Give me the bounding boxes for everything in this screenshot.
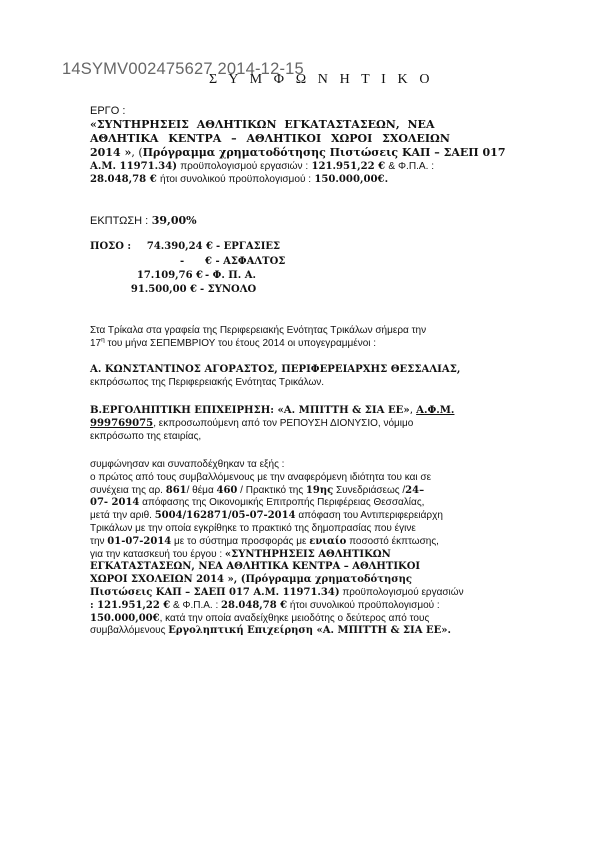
amount-value: - <box>180 256 185 267</box>
project-block <box>90 104 507 186</box>
amount-value: 17.109,76 € <box>136 270 203 281</box>
funding-program: Πρόγραμμα χρηματοδότησης Πιστώσεις ΚΑΠ – ΣΑΕΠ 017 <box>142 146 506 159</box>
amount-label-asphalt: € - ΑΣΦΑΛΤΟΣ <box>205 256 286 267</box>
afm-value: 999769075 <box>90 418 154 429</box>
fpa-value: 28.048,78 € <box>90 174 157 185</box>
amount-value: 91.500,00 € <box>130 284 197 295</box>
amount-value: 74.390,24 € <box>146 241 213 252</box>
total-value: 150.000,00€. <box>314 174 389 185</box>
discount-label: ΕΚΠΤΩΣΗ : <box>90 215 149 227</box>
project-title-line-5: 28.048,78 € ήτοι συνολικού προϋπολογισμού : 150.000,00€. <box>90 174 389 185</box>
project-label: ΕΡΓΟ : <box>90 105 126 117</box>
party-b: Β.ΕΡΓΟΛΗΠΤΙΚΗ ΕΠΙΧΕΙΡΗΣΗ: «Α. ΜΠΙΤΤΗ & ΣΙΑ ΕΕ», Α.Φ.Μ. 999769075, εκπροσωπούμενη από τον ΡΕΠΟΥΣΗ ΔΙΟΝΥΣΙΟ, νόμιμο εκπρόσωπο της εταιρίας, <box>90 405 455 442</box>
amount-label-works: - ΕΡΓΑΣΙΕΣ <box>216 241 281 252</box>
party-a-role: εκπρόσωπος της Περιφερειακής Ενότητας Τρικάλων. <box>90 377 325 388</box>
party-a-name: Α. ΚΩΝΣΤΑΝΤΙΝΟΣ ΑΓΟΡΑΣΤΟΣ, ΠΕΡΙΦΕΡΕΙΑΡΧΗΣ ΘΕΣΣΑΛΙΑΣ, <box>90 364 461 375</box>
project-title-line-2: ΑΘΛΗΤΙΚΑ ΚΕΝΤΡΑ – ΑΘΛΗΤΙΚΟΙ ΧΩΡΟΙ ΣΧΟΛΕΙΩΝ <box>90 132 450 145</box>
project-title-line-1: «ΣΥΝΤΗΡΗΣΕΙΣ ΑΘΛΗΤΙΚΩΝ ΕΓΚΑΤΑΣΤΑΣΕΩΝ, ΝΕΑ <box>90 118 435 131</box>
project-title-line-4: Α.Μ. 11971.34) προϋπολογισμού εργασιών : 121.951,22 € & Φ.Π.Α. : <box>90 161 435 172</box>
budget-value: 121.951,22 € <box>311 161 386 172</box>
amount-label: ΠΟΣΟ : <box>90 241 132 252</box>
project-title-line-3: 2014 », (Πρόγραμμα χρηματοδότησης Πιστώσεις ΚΑΠ – ΣΑΕΠ 017 <box>90 146 506 159</box>
party-a <box>90 363 507 389</box>
amount-label-total: - ΣΥΝΟΛΟ <box>200 284 257 295</box>
discount-line <box>90 214 507 228</box>
party-b-name: Β.ΕΡΓΟΛΗΠΤΙΚΗ ΕΠΙΧΕΙΡΗΣΗ: «Α. ΜΠΙΤΤΗ & ΣΙΑ ΕΕ» <box>90 405 410 416</box>
discount-value: 39,00% <box>151 214 197 227</box>
agreement-paragraph: συμφώνησαν και συναποδέχθηκαν τα εξής : ο πρώτος από τους συμβαλλόμενους με την αναφερόμενη ιδιότητα του και σε συνέχεια της αρ. 861/ θέμα 460 / Πρακτικό της 19ης Συνεδριάσεως /24– 07- 2014 απόφασης της Οικονομικής Επιτροπής Περιφέρειας Θεσσαλίας, μετά την αριθ. 5004/162871/05-07-2014 απόφαση του Αντιπεριφερειάρχη Τρικάλων με την οποία εγκρίθηκε το πρακτικό της δημοπρασίας που έγινε την 01-07-2014 με το σύστημα προσφοράς με ενιαίο ποσοστό έκπτωσης, για την κατασκευή του έργου : «ΣΥΝΤΗΡΗΣΕΙΣ ΑΘΛΗΤΙΚΩΝ ΕΓΚΑΤΑΣΤΑΣΕΩΝ, ΝΕΑ ΑΘΛΗΤΙΚΑ ΚΕΝΤΡΑ – ΑΘΛΗΤΙΚΟΙ ΧΩΡΟΙ ΣΧΟΛΕΙΩΝ 2014 », (Πρόγραμμα χρηματοδότησης Πιστώσεις ΚΑΠ – ΣΑΕΠ 017 Α.Μ. 11971.34) προϋπολογισμού εργασιών : 121.951,22 € & Φ.Π.Α. : 28.048,78 € ήτοι συνολικού προϋπολογισμού : 150.000,00€, κατά την οποία αναδείχθηκε μειοδότης ο δεύτερος από τους συμβαλλόμενους Εργοληπτική Επιχείρηση «Α. ΜΠΙΤΤΗ & ΣΙΑ ΕΕ». <box>90 459 464 637</box>
afm-label: Α.Φ.Μ. <box>416 405 455 416</box>
project-year: 2014 » <box>90 146 132 159</box>
document-heading: Σ Υ Μ Φ Ω Ν Η Τ Ι Κ Ο <box>209 72 434 87</box>
registry-stamp: 14SYMV002475627 2014-12-15 <box>62 60 304 78</box>
amount-label-fpa: - Φ. Π. Α. <box>205 270 256 281</box>
intro-paragraph: Στα Τρίκαλα στα γραφεία της Περιφερειακής Ενότητας Τρικάλων σήμερα την $17^\eta$ του μήνα ΣΕΠΕΜΒΡΙΟΥ του έτους 2014 οι υπογεγραμμένοι : <box>90 325 427 349</box>
